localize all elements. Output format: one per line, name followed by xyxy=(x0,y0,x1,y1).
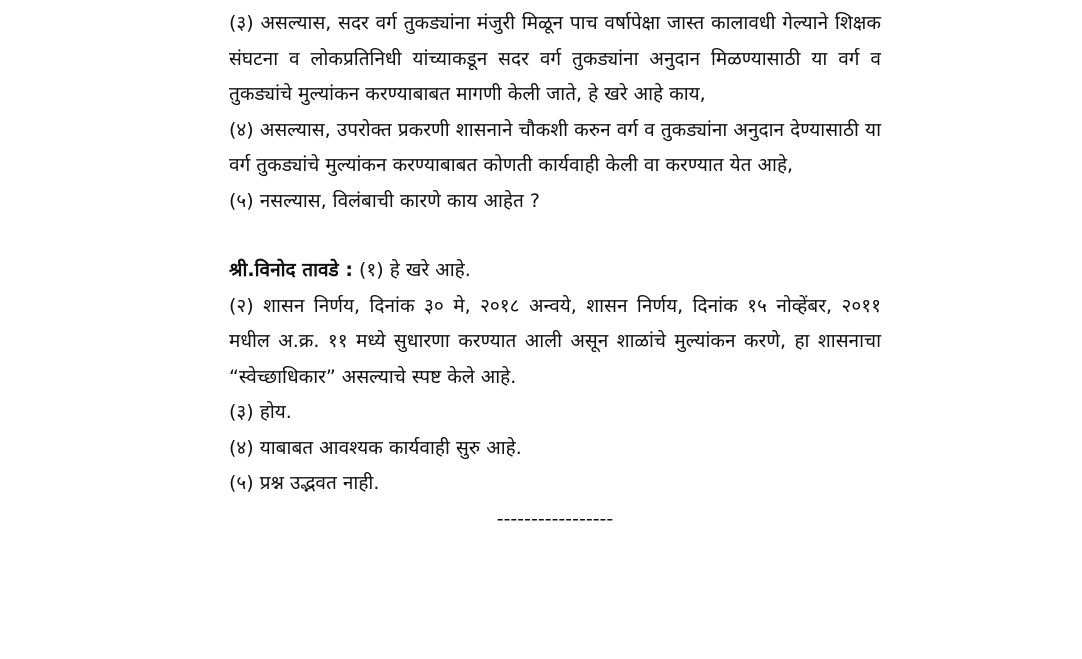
answer-part-4: (४) याबाबत आवश्यक कार्यवाही सुरु आहे. xyxy=(229,436,522,459)
answer-part-5: (५) प्रश्न उद्भवत नाही. xyxy=(229,472,380,494)
answer-part-2: (२) शासन निर्णय, दिनांक ३० मे, २०१८ अन्वये, शासन निर्णय, दिनांक १५ नोव्हेंबर, २०११ मधील अ.क्र. ११ मध्ये सुधारणा करण्यात आली असून शाळांचे मुल्यांकन करणे, हा शासनाचा “स्वेच्छाधिकार” असल्याचे स्पष्ट केले आहे. xyxy=(229,294,881,388)
answer-part-1: (१) हे खरे आहे. xyxy=(352,259,471,281)
end-divider: ----------------- xyxy=(496,507,614,530)
document-page xyxy=(229,6,881,534)
answer-part-3: (३) होय. xyxy=(229,401,292,423)
section-gap xyxy=(229,219,881,253)
speaker-name: श्री.विनोद तावडे : xyxy=(229,259,353,281)
answer-intro xyxy=(229,253,881,289)
question-part-5: (५) नसल्यास, विलंबाची कारणे काय आहेत ? xyxy=(229,189,540,212)
question-part-3: (३) असल्यास, सदर वर्ग तुकड्यांना मंजुरी मिळून पाच वर्षापेक्षा जास्त कालावधी गेल्याने शिक्षक संघटना व लोकप्रतिनिधी यांच्याकडून सदर वर्ग तुकड्यांना अनुदान मिळण्यासाठी या वर्ग व तुकड्यांचे मुल्यांकन करण्याबाबत मागणी केली जाते, हे खरे आहे काय, xyxy=(229,12,881,105)
question-part-4: (४) असल्यास, उपरोक्त प्रकरणी शासनाने चौकशी करुन वर्ग व तुकड्यांना अनुदान देण्यासाठी या वर्ग तुकड्यांचे मुल्यांकन करण्याबाबत कोणती कार्यवाही केली वा करण्यात येत आहे, xyxy=(229,118,881,176)
